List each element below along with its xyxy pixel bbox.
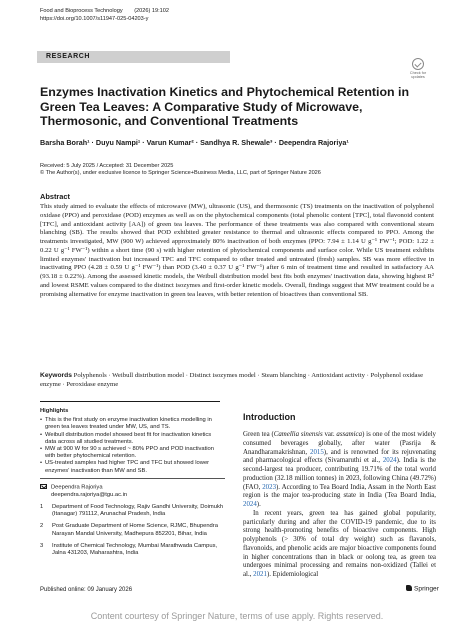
highlight-item: • MW at 900 W for 90 s achieved ~ 80% PPO and POD inactivation with better phytochemical retention. [40, 446, 220, 460]
intro-text: ). According to Tea Board India, Assam in the North East region is the major tea-producing state in India (Tea Board India, [243, 483, 437, 500]
affiliation [40, 543, 225, 557]
citation-link[interactable]: 2021 [253, 571, 267, 578]
journal-header [40, 8, 179, 16]
affiliation-number: 1 [40, 503, 44, 510]
research-label: RESEARCH [46, 53, 91, 60]
springer-logo [406, 585, 439, 593]
intro-text: var. [322, 431, 337, 438]
update-line-1: Check for [409, 71, 427, 75]
species-name: Camellia sinensis [273, 431, 323, 438]
highlights-box [40, 408, 220, 475]
introduction-text [243, 431, 436, 580]
intro-paragraph-1 [243, 431, 436, 510]
journal-volume: (2026) 19:102 [134, 8, 170, 14]
keywords-label: Keywords [40, 372, 72, 379]
intro-text: ) is one of the most widely consumed beverages globally, after water (Pasrija & Anandharamakrishnan, [243, 431, 437, 456]
abstract-heading: Abstract [40, 192, 70, 201]
highlights-heading: Highlights [40, 408, 69, 414]
springer-horse-icon [406, 585, 412, 591]
highlights-list [40, 417, 220, 475]
doi-link[interactable]: https://doi.org/10.1007/s11947-025-04203-y [40, 16, 149, 22]
affiliation-number: 2 [40, 523, 44, 530]
corresponding-email[interactable]: deependra.rajoriya@tgu.ac.in [51, 491, 128, 498]
journal-name: Food and Bioprocess Technology [40, 8, 123, 14]
intro-text: ), and is renowned for its rejuvenating and pharmacological effects (Sivamaruthi et al., [243, 448, 436, 465]
citation-link[interactable]: 2024 [243, 501, 257, 508]
intro-paragraph-2 [243, 510, 436, 580]
citation-link[interactable]: 2015 [310, 448, 324, 456]
publisher-name: Springer [414, 585, 439, 593]
keywords [40, 372, 434, 390]
highlight-item: • This is the first study on enzyme inactivation kinetics modelling in green tea leaves treated under MW, US, and TS. [40, 417, 220, 431]
introduction-heading: Introduction [243, 412, 296, 422]
intro-text: Green tea ( [243, 431, 274, 438]
received-accepted: Received: 5 July 2025 / Accepted: 31 December 2025 [40, 163, 174, 169]
highlights-top-rule [40, 401, 220, 402]
affiliation-text: Department of Food Technology, Rajiv Gandhi University, Doimukh (Itanagar) 791112, Arunachal Pradesh, India [52, 503, 224, 518]
keywords-list: Polyphenols · Weibull distribution model · Distinct isozymes model · Steam blanching · Antioxidant activity · Polyphenol oxidase enzyme · Peroxidase enzyme [40, 372, 424, 388]
article-title: Enzymes Inactivation Kinetics and Phytochemical Retention in Green Tea Leaves: A Comparative Study of Microwave, Thermosonic, and Conventional Treatments [40, 85, 410, 128]
affiliation [40, 504, 225, 518]
affiliation-text: Post Graduate Department of Home Science, RJMC, Bhupendra Narayan Mandal University, Madhepura 852201, Bihar, India [52, 523, 218, 537]
published-online: Published online: 09 January 2026 [40, 587, 133, 593]
intro-text: ). India is the second-largest tea producer, contributing 19.71% of the total world production (32.18 million tonnes) in 2023, following China (49.72%) (FAO, [243, 457, 436, 491]
highlight-item: • Weibull distribution model showed best fit for inactivation kinetics data across all studied treatments. [40, 432, 220, 446]
highlight-item: • US-treated samples had higher TPC and TFC but showed lower enzymes' inactivation than MW and SB. [40, 460, 220, 474]
abstract-text: This study aimed to evaluate the effects of microwave (MW), ultrasonic (US), and thermosonic (TS) treatments on the inactivation of polyphenol oxidase (PPO) and peroxidase (POD) enzymes as well as on the phytochemical components (total phenolic content [TPC], total flavonoid content [TFC], and antioxidant activity [AA]) of green tea leaves. The performance of these treatments was also compared with conventional steam blanching (SB). The results showed that POD exhibited greater resistance to thermal and ultrasonic effects compared to PPO. Among the treatments investigated, MW (900 W) achieved approximately 80% inactivation of both enzymes (PPO: 7.94 ± 1.14 U g⁻¹ FW⁻¹; POD: 1.22 ± 0.22 U g⁻¹ FW⁻¹) within a short time (90 s) with higher retention of phytochemical components and surface color. While US treatment exhibits limited enzymes' inactivation but increased TPC and TFC compared to other treated and untreated (fresh) samples. SB was more effective in inactivating PPO (4.28 ± 0.59 U g⁻¹ FW⁻¹) than POD (3.40 ± 0.37 U g⁻¹ FW⁻¹) after 6 min of treatment time and resulted in satisfactory AA (93.18 ± 0.22%). Among the assessed kinetic models, the Weibull distribution model best fits both enzymes' inactivation data, showing highest R² and lowest RSME values compared to the distinct isozymes and first-order kinetic models. Overall, findings suggest that MW treatment could be a promising alternative for enzyme inactivation in green tea leaves, with better retention of bioactives than conventional SB. [40, 203, 434, 298]
check-for-updates-text [405, 71, 431, 80]
check-for-updates-badge[interactable] [405, 58, 431, 82]
citation-link[interactable]: 2023 [262, 483, 277, 491]
update-line-2: updates [411, 75, 425, 80]
affiliation [40, 523, 225, 537]
correspondence [40, 484, 225, 557]
affiliation-text: Institute of Chemical Technology, Mumbai Marathwada Campus, Jalna 431203, Maharashtra, India [52, 542, 218, 556]
affiliation-number: 3 [40, 542, 44, 549]
author-list[interactable]: Barsha Borah¹ · Duyu Nampi¹ · Varun Kumar² · Sandhya R. Shewale³ · Deependra Rajoriya¹ [40, 138, 349, 147]
contact-rule [40, 478, 225, 479]
article-dates [40, 163, 321, 178]
copyright-line: © The Author(s), under exclusive licence to Springer Science+Business Media, LLC, part of Springer Nature 2026 [40, 170, 321, 177]
intro-text: ). [256, 501, 261, 508]
corresponding-author-name: Deependra Rajoriya [51, 484, 103, 491]
check-for-updates-icon [412, 58, 424, 70]
intro-text: ). Epidemiological [266, 571, 319, 578]
courtesy-notice: Content courtesy of Springer Nature, terms of use apply. Rights reserved. [90, 611, 384, 621]
citation-link[interactable]: 2024 [382, 457, 397, 465]
corresponding-author [40, 484, 225, 492]
intro-text: In recent years, green tea has gained global popularity, particularly during and after the COVID-19 pandemic, due to its strong health-promoting benefits of bioactive components. High polyphenols (> 30% of total dry weight) such as flavanols, flavonoids, and phenolic acids are major bioactive components found in higher concentrations than in black or oolong tea, as green tea undergoes minimal processing and remains non-oxidized (Tallei et al., [243, 509, 436, 578]
email-icon [40, 484, 47, 489]
variety-name: assamica [336, 431, 363, 438]
